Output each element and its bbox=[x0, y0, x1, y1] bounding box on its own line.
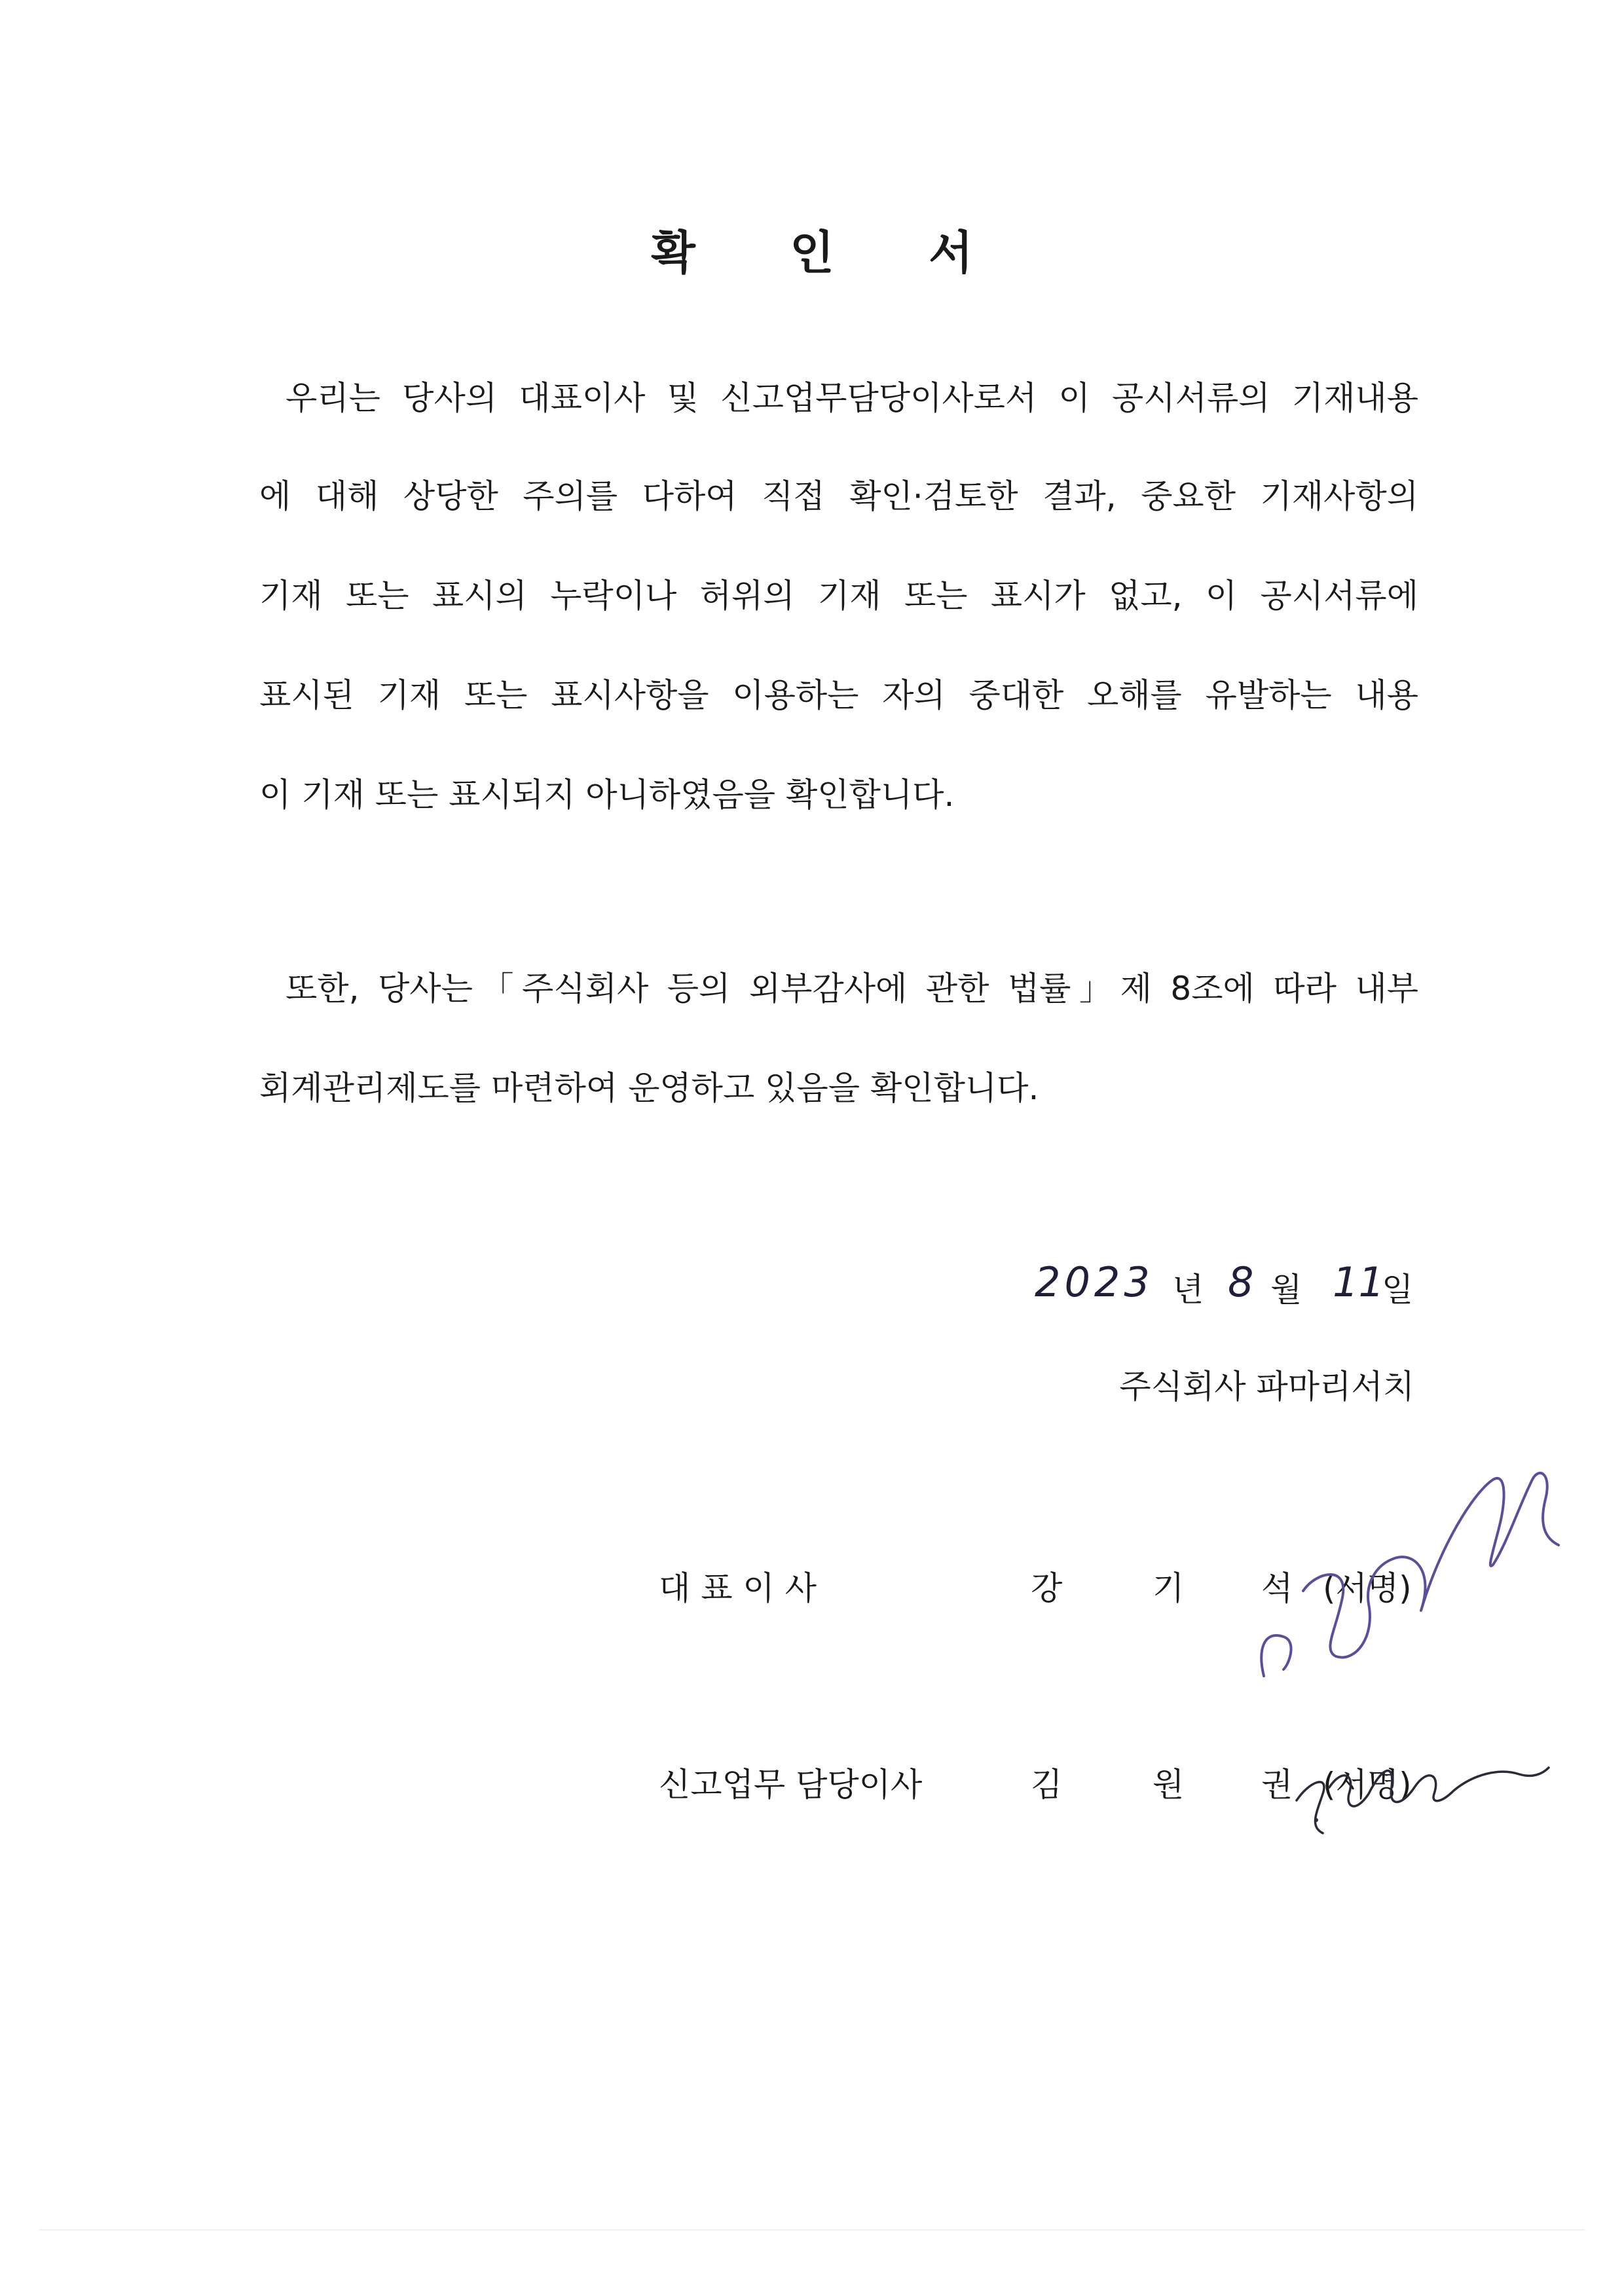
signatory-reporting-officer-sign-label: (서명) bbox=[1323, 1766, 1412, 1804]
reporting-officer-signature-image bbox=[1283, 1728, 1559, 1846]
paragraph-1-line-4: 표시된 기재 또는 표시사항을 이용하는 자의 중대한 오해를 유발하는 내용 bbox=[259, 676, 1418, 714]
date-month-handwritten: 8 bbox=[1228, 1258, 1254, 1306]
signatory-ceo-title: 대 표 이 사 bbox=[659, 1569, 817, 1607]
signatory-reporting-officer-name-char-3: 권 bbox=[1261, 1766, 1293, 1804]
date-month-unit: 월 bbox=[1270, 1271, 1302, 1309]
page-bottom-edge bbox=[39, 2229, 1585, 2231]
paragraph-1-line-3: 기재 또는 표시의 누락이나 허위의 기재 또는 표시가 없고, 이 공시서류에 bbox=[259, 577, 1418, 615]
date-year-handwritten: 2023 bbox=[1035, 1258, 1154, 1306]
date-line bbox=[1035, 1258, 1414, 1311]
company-name: 주식회사 파마리서치 bbox=[1119, 1368, 1414, 1406]
signatory-ceo-name-char-1: 강 bbox=[1031, 1569, 1063, 1607]
signatory-ceo-sign-label: (서명) bbox=[1323, 1569, 1412, 1607]
signatory-ceo-name-char-3: 석 bbox=[1261, 1569, 1293, 1607]
date-year-unit: 년 bbox=[1172, 1271, 1204, 1309]
paragraph-1-line-2: 에 대해 상당한 주의를 다하여 직접 확인·검토한 결과, 중요한 기재사항의 bbox=[259, 477, 1418, 515]
paragraph-1-line-5: 이 기재 또는 표시되지 아니하였음을 확인합니다. bbox=[259, 776, 955, 814]
ceo-signature-image bbox=[1244, 1440, 1585, 1689]
paragraph-2-line-1: 또한, 당사는「주식회사 등의 외부감사에 관한 법률」제 8조에 따라 내부 bbox=[286, 970, 1418, 1008]
signatory-ceo-name-char-2: 기 bbox=[1153, 1569, 1185, 1607]
document-title: 확 인 서 bbox=[651, 226, 1012, 280]
date-day-unit: 일 bbox=[1382, 1271, 1414, 1309]
date-day-handwritten: 11 bbox=[1333, 1258, 1384, 1306]
signatory-reporting-officer-name-char-2: 원 bbox=[1153, 1766, 1185, 1804]
signatory-reporting-officer-title: 신고업무 담당이사 bbox=[659, 1766, 923, 1804]
paragraph-1-line-1: 우리는 당사의 대표이사 및 신고업무담당이사로서 이 공시서류의 기재내용 bbox=[286, 379, 1418, 417]
signatory-reporting-officer-name-char-1: 김 bbox=[1031, 1766, 1063, 1804]
paragraph-2-line-2: 회계관리제도를 마련하여 운영하고 있음을 확인합니다. bbox=[259, 1069, 1039, 1107]
